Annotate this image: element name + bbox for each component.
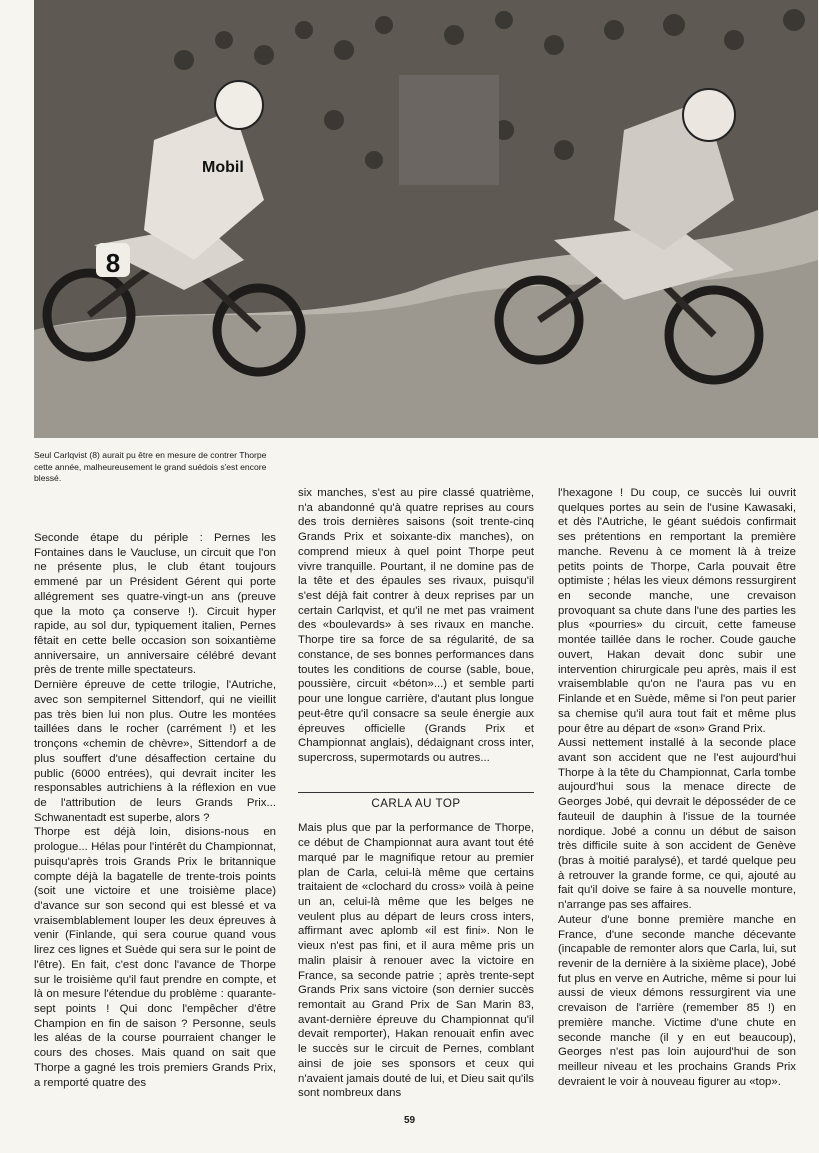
left-rider-sponsor: Mobil — [202, 159, 244, 176]
paragraph: Mais plus que par la performance de Thorpe, ce début de Championnat aura avant tout été marqué par le magnifique retour au premier plan de Carla, celui-là même que certains traitaient de «clochard du cross» voilà à peine un an, celui-là même que les belges ne veulent plus au départ de leurs cross inters, affirmant avec aplomb «il est fini». Non le vieux n'est pas fini, et il aura même pris un malin plaisir à renouer avec la victoire en France, sa seconde patrie ; après trente-sept Grands Prix sans victoire (son dernier succès remontait au Grand Prix de San Marin 83, avant-dernière épreuve du Championnat qu'il devait remporter), Hakan renouait enfin avec le succès sur le circuit de Pernes, comblant ainsi de joie ses sponsors et ceux qui n'avaient jamais douté de lui, et Dieu sait qu'ils sont nombreux dans — [298, 822, 534, 1100]
paragraph: l'hexagone ! Du coup, ce succès lui ouvrit quelques portes au sein de l'usine Kawasaki, et dès l'Autriche, le géant suédois confirmait ses prétentions en remportant la première manche. Revenu à ce moment là à treize petits points de Thorpe, Carla pouvait être optimiste ; hélas les vieux démons ressurgirent en seconde manche, une crevaison provoquant sa chute dans l'une des parties les plus «pourries» du circuit, cette fameuse montée taillée dans le rocher. Coude gauche ouvert, Hakan devait donc subir une intervention chirurgicale peu après, mais il est vraisemblable qu'on ne l'aura pas vu en Finlande et en Suède, même si l'on peut parier sa chemise qu'il aura tout fait et même plus pour être au départ de «son» Grand Prix. — [558, 487, 796, 735]
section-heading-block — [298, 792, 534, 812]
motocross-photo — [34, 0, 818, 438]
left-rider-bib: 8 — [105, 248, 121, 278]
section-heading: CARLA AU TOP — [371, 796, 461, 810]
paragraph: Thorpe est déjà loin, disions-nous en prologue... Hélas pour l'intérêt du Championnat, puisqu'après trois Grands Prix le britannique compte déjà la bagatelle de trente-trois points (soit une victoire et une troisième place) d'avance sur son second qui est blessé et va vraisemblablement louper les deux épreuves à venir (Finlande, qui sera courue quand vous lirez ces lignes et Suède qui sera sur le point de l'être). En fait, c'est donc l'avance de Thorpe sur le troisième qu'il faut prendre en compte, et là on mesure l'étendue du problème : quarante-sept points ! Qui donc l'empêcher d'être Champion en fin de saison ? Personne, seuls les aléas de la course pourraient changer le cours des choses. Mais quand on sait que Thorpe a gagné les trois premiers Grands Prix, a remporté quatre des — [34, 826, 276, 1089]
paragraph: Auteur d'une bonne première manche en France, d'une seconde manche décevante (incapable de remonter alors que Carla, lui, sut revenir de la dernière à la sixième place), Jobé fut plus en verve en Autriche, même si pour lui aussi de vieux démons ressurgirent via une crevaison de l'arrière (remember 85 !) en première manche. Victime d'une chute en seconde manche (il y en eut beaucoup), Georges n'est pas loin aujourd'hui de son meilleur niveau et les prochains Grands Prix devraient le voir à nouveau figurer au «top». — [558, 913, 796, 1088]
page-number: 59 — [403, 1115, 416, 1126]
column-1 — [34, 531, 276, 1090]
paragraph: Seconde étape du périple : Pernes les Fontaines dans le Vaucluse, un circuit que l'on ne présente plus, le club étant toujours emmené par un Président Gérent qui porte allégrement ses quatre-vingt-un ans (preuve que la moto ça conserve !). Circuit hyper rapide, au sol dur, typiquement italien, Pernes fêtait en cette belle occasion son soixantième anniversaire, un anniversaire célébré devant près de trente mille spectateurs. — [34, 532, 276, 677]
column-2 — [298, 486, 534, 1101]
column-3 — [558, 486, 796, 1089]
paragraph: Dernière épreuve de cette trilogie, l'Autriche, avec son sempiternel Sittendorf, qui ne vieillit pas très bien lui non plus. Outre les montées taillées dans le rocher (carrément !) et les tronçons «chemin de chèvre», Sittendorf a de plus souffert d'une désaffection certaine du public (6000 entrées), qui devrait inciter les responsables autrichiens à la réflexion en vue de l'attribution de leurs Grands Prix... Schwanentadt est superbe, alors ? — [34, 679, 276, 824]
photo-caption: Seul Carlqvist (8) aurait pu être en mesure de contrer Thorpe cette année, malheureusement le grand suédois s'est encore blessé. — [34, 450, 267, 484]
motocross-photo-illustration — [34, 0, 818, 438]
paragraph: Aussi nettement installé à la seconde place avant son accident que ne l'est aujourd'hui Thorpe à la tête du Championnat, Carla tombe aujourd'hui sous la menace directe de Georges Jobé, qui devrait le déposséder de ce fauteuil de dauphin à l'issue de la tournée nordique. Jobé a connu un début de saison très difficile suite à son accident de Genève (bras à moitié paralysé), et tardé quelque peu à retrouver la grande forme, ce qui, ajouté au fait qu'il doive se faire à sa nouvelle monture, n'arrange pas ses affaires. — [558, 737, 796, 912]
paragraph: six manches, s'est au pire classé quatrième, n'a abandonné qu'à quatre reprises au cours des trois dernières saisons (soit trente-cinq Grands Prix et soixante-dix manches), on comprend mieux à quel point Thorpe peut vivre tranquille. Pourtant, il ne domine pas de la tête et des épaules ses rivaux, puisqu'il s'est déjà fait contrer à deux reprises par un certain Carlqvist, et qu'il ne met pas vraiment des «boulevards» à ses rivaux en manche. Thorpe tire sa force de sa régularité, de sa constance, de ses bonnes performances dans toutes les conditions de course (sable, boue, poussière, circuit «béton»...) et semble parti pour une longue carrière, d'autant plus longue peut-être qu'il consacre sa seule énergie aux épreuves officielle (Grands Prix et Championnat anglais), dédaignant cross inter, supercross, supermotards ou autres... — [298, 487, 534, 764]
